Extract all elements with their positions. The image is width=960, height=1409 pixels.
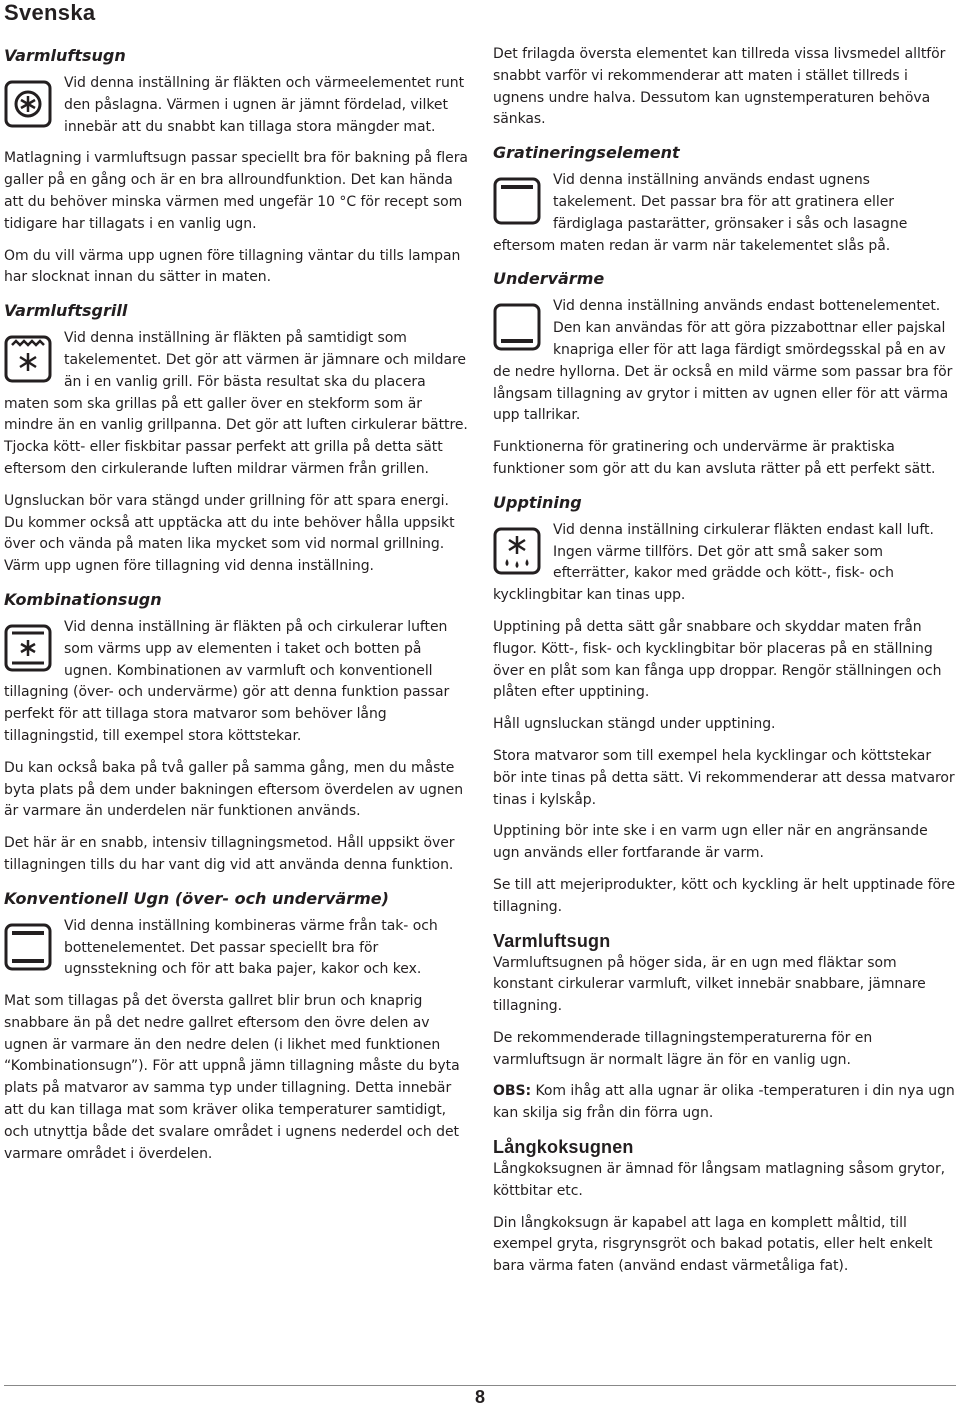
paragraph: Det här är en snabb, intensiv tillagningsmetod. Håll uppsikt över tillagningen tills du har vant dig vid att använda denna funktion.: [4, 835, 455, 873]
section-intro: [4, 617, 468, 748]
section-title: Varmluftsugn: [4, 46, 126, 65]
section-title: Varmluftsgrill: [4, 301, 128, 321]
section-langkoksugnen: [493, 1135, 956, 1278]
top-bottom-heat-icon: [4, 923, 52, 971]
section-intro: [493, 520, 956, 607]
defrost-icon: [493, 527, 541, 575]
section-varmluftsugn-right: [493, 929, 956, 1126]
paragraph: Vid denna inställning cirkulerar fläkten endast kall luft. Ingen värme tillförs. Det gör att små saker som efterrätter, kakor med grädde och kött-, fisk- och kycklingbitar kan tinas upp.: [493, 521, 934, 604]
paragraph: Ugnsluckan bör vara stängd under grillning för att spara energi. Du kommer också att upptäcka att du inte behöver hålla uppsikt över och vända på maten lika mycket som vid normal grillning. Värm upp ugnen före tillagning vid denna inställning.: [4, 492, 455, 575]
paragraph: Din långkoksugn är kapabel att laga en komplett måltid, till exempel gryta, risgrynsgröt och bakad potatis, eller helt enkelt bara värma faten (använd endast värmetåliga fat).: [493, 1214, 933, 1275]
section-varmluftsgrill: [4, 299, 468, 578]
right-column: [493, 44, 956, 1288]
section-title: Upptining: [493, 492, 582, 512]
paragraph: Vid denna inställning används endast ugnens takelement. Det passar bra för att gratinera eller färdiglaga pastarätter, grönsaker i sås och lasagne eftersom maten redan är varm när takelementet slås på.: [493, 172, 908, 254]
paragraph: Långkoksugnen är ämnad för långsam matlagning såsom grytor, köttbitar etc.: [493, 1161, 946, 1199]
section-konventionell: [4, 887, 468, 1166]
paragraph: Vid denna inställning är fläkten på och cirkulerar luften som värms upp av elementen i taket och botten på ugnen. Kombinationen av varmluft och konventionell tillagning (över- och undervärme) gör att denna funktion passar perfekt för att tillaga stora matvaror som behöver lång tillagningstid, till exempel stora köttstekar.: [4, 618, 450, 744]
section-title: Kombinationsugn: [4, 589, 162, 609]
bottom-heat-icon: [493, 303, 541, 351]
section-title: Undervärme: [493, 269, 605, 289]
paragraph: Se till att mejeriprodukter, kött och kyckling är helt upptinade före tillagning.: [493, 876, 956, 915]
paragraph: Matlagning i varmluftsugn passar speciellt bra för bakning på flera galler på en gång och är en bra allroundfunktion. Det kan hända att du behöver minska värmen med ungefär 10 °C för recept som tidigare har tillagats i en vanlig ugn.: [4, 150, 468, 232]
section-title: Konventionell Ugn (över- och undervärme): [4, 888, 389, 908]
paragraph: Upptining på detta sätt går snabbare och skyddar maten från flugor. Kött-, fisk- och kycklingbitar bör placeras på en ställning över en plåt som kan fånga upp droppar. Rengör ställningen och plåten efter upptining.: [493, 618, 942, 701]
paragraph: Vid denna inställning är fläkten på samtidigt som takelementet. Det gör att värmen är jämnare och mildare än i en vanlig grill. För bästa resultat ska du placera maten som ska grillas på ett galler över en stekform som är mindre än en vanlig grillpanna. Det gör att luften cirkulerar bättre. Tjocka kött- eller fiskbitar passar perfekt att grilla på detta sätt eftersom den cirkulerande luften mildrar värmen från grillen.: [4, 330, 468, 477]
obs-text: Kom ihåg att alla ugnar är olika -temperaturen i din nya ugn kan skilja sig från din förra ugn.: [493, 1083, 955, 1122]
paragraph: Du kan också baka på två galler på samma gång, men du måste byta plats på dem under bakningen eftersom överdelen av ugnen är varmare än underdelen när funktionen används.: [4, 759, 464, 820]
section-kombinationsugn: [4, 588, 468, 877]
paragraph: Vid denna inställning används endast bottenelementet. Den kan användas för att göra pizzabottnar eller pajskal knapriga eller för att laga färdigt smördegsskal på en av de nedre hyllorna. Det är också en mild värme som passar bra för långsam tillagning av grytor i mitten av ugnen eller för att värma upp tallrikar.: [493, 298, 953, 424]
top-heat-icon: [493, 177, 541, 225]
section-gratinering: [493, 141, 956, 257]
fan-grill-icon: [4, 335, 52, 383]
paragraph: Varmluftsugnen på höger sida, är en ugn med fläktar som konstant cirkulerar varmluft, vilket innebär snabbare, jämnare tillagning.: [493, 954, 926, 1015]
left-column: [4, 44, 468, 1175]
paragraph: Vid denna inställning är fläkten och värmeelementet runt den påslagna. Värmen i ugnen är jämnt fördelad, vilket innebär att du snabbt kan tillaga stora mängder mat.: [64, 75, 465, 135]
section-title: Varmluftsugn: [493, 930, 611, 951]
language-heading: Svenska: [4, 0, 96, 25]
page-number: 8: [474, 1387, 485, 1407]
paragraph: Mat som tillagas på det översta gallret blir brun och knaprig snabbare än på det nedre gallret eftersom den övre delen av ugnen är varmare än den nedre delen (i likhet med funktionen “Kombinationsugn”). För att uppnå jämn tillagning måste du byta plats på matvaror av samma typ under tillagning. Detta innebär att du kan tillaga mat som kräver olika temperaturer samtidigt, och utnyttja både det svalare området i ugnens nederdel och det varmare området i överdelen.: [4, 993, 460, 1162]
paragraph: De rekommenderade tillagningstemperaturerna för en varmluftsugn är normalt lägre än för en vanlig ugn.: [493, 1029, 873, 1068]
section-intro: [4, 916, 468, 981]
footer-divider: [4, 1385, 956, 1386]
section-intro: [493, 170, 956, 257]
paragraph: Håll ugnsluckan stängd under upptining.: [493, 716, 776, 733]
section-title: Långkoksugnen: [493, 1137, 634, 1158]
fan-icon: [4, 80, 52, 128]
paragraph: Stora matvaror som till exempel hela kycklingar och köttstekar bör inte tinas på detta sätt. Vi rekommenderar att dessa matvaror tinas i kylskåp.: [493, 747, 955, 808]
obs-label: OBS:: [493, 1083, 532, 1100]
paragraph: Det frilagda översta elementet kan tillreda vissa livsmedel alltför snabbt varför vi rekommenderar att maten i stället tillreds i ugnens undre halva. Dessutom kan ugnstemperaturen behöva sänkas.: [493, 46, 946, 128]
section-intro: [493, 296, 956, 427]
paragraph: Vid denna inställning kombineras värme från tak- och bottenelementet. Det passar speciellt bra för ugnsstekning och för att baka pajer, kakor och kex.: [64, 917, 438, 978]
fan-top-bottom-icon: [4, 624, 52, 672]
paragraph: Om du vill värma upp ugnen före tillagning väntar du tills lampan har slocknat innan du sätter in maten.: [4, 247, 461, 286]
section-upptining: [493, 491, 956, 919]
section-undervarme: [493, 267, 956, 480]
paragraph: Funktionerna för gratinering och undervärme är praktiska funktioner som gör att du kan avsluta rätter på ett perfekt sätt.: [493, 439, 936, 477]
section-varmluftsugn: [4, 44, 468, 289]
section-intro: [4, 328, 468, 481]
paragraph: Upptining bör inte ske i en varm ugn eller när en angränsande ugn används eller fortfarande är varm.: [493, 823, 928, 862]
section-title: Gratineringselement: [493, 143, 680, 163]
section-intro: [4, 73, 468, 138]
obs-paragraph: [493, 1081, 956, 1125]
